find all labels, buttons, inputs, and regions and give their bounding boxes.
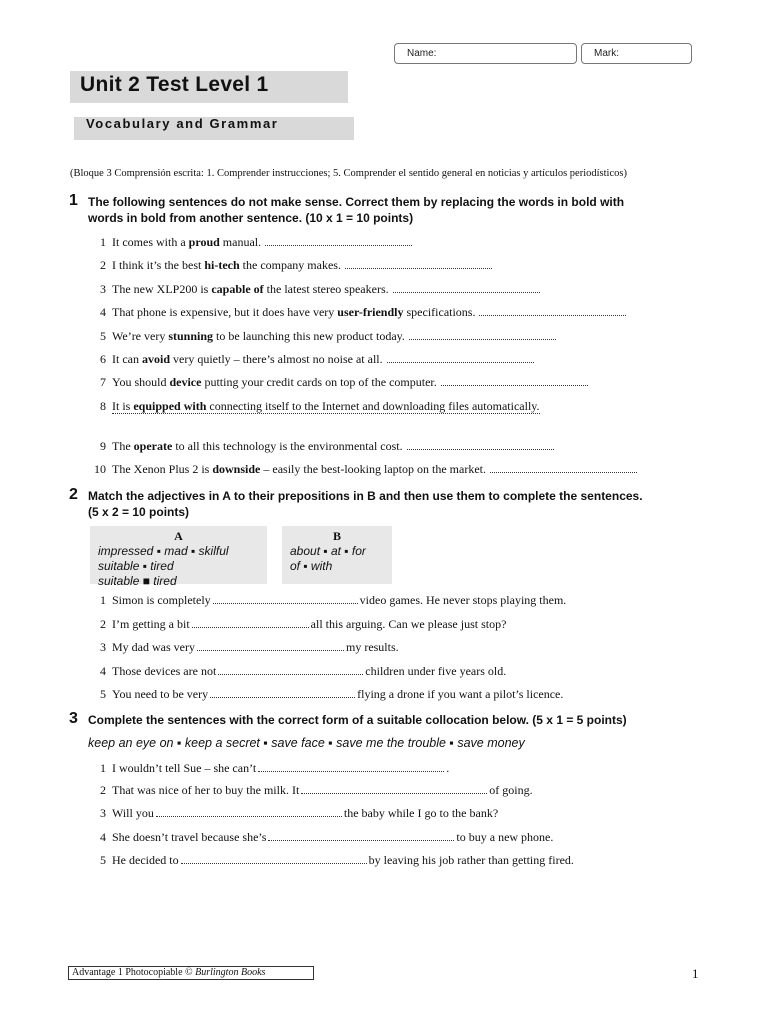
question-3-item — [80, 830, 700, 845]
section-subtitle: Vocabulary and Grammar — [86, 116, 279, 131]
item-text-after: video games. He never stops playing them. — [359, 593, 567, 607]
answer-blank[interactable] — [345, 259, 492, 269]
collocations-list: keep an eye on ▪ keep a secret ▪ save face ▪ save me the trouble ▪ save money — [88, 736, 525, 750]
item-number: 1 — [100, 761, 106, 775]
item-text-after: of going. — [489, 783, 533, 797]
item-text-before: I’m getting a bit — [112, 617, 190, 631]
box-a-line: suitable ■ tired — [98, 574, 177, 588]
box-b-heading: B — [332, 529, 341, 543]
item-text-after: to buy a new phone. — [456, 830, 554, 844]
question-1-line-2: words in bold from another sentence. (10 x 1 = 10 points) — [88, 211, 414, 225]
bold-word: equipped with — [133, 399, 207, 413]
item-text: It is equipped with connecting itself to the Internet and downloading files automatically. — [112, 399, 540, 413]
item-text: We’re very stunning to be launching this new product today. — [112, 329, 405, 343]
page-title: Unit 2 Test Level 1 — [80, 73, 269, 96]
answer-blank[interactable] — [192, 618, 309, 628]
curriculum-note: (Bloque 3 Comprensión escrita: 1. Comprender instrucciones; 5. Comprender el sentido general en noticias y artículos periodísticos) — [70, 168, 627, 179]
answer-blank[interactable] — [258, 762, 444, 772]
item-text-after: the baby while I go to the bank? — [343, 806, 499, 820]
question-1-number: 1 — [69, 192, 78, 209]
item-text-after: all this arguing. Can we please just stop? — [310, 617, 507, 631]
item-text-before: He decided to — [112, 853, 179, 867]
item-text-before: Will you — [112, 806, 154, 820]
answer-blank[interactable] — [387, 353, 534, 363]
item-number: 3 — [100, 282, 106, 296]
item-text: It can avoid very quietly – there’s almost no noise at all. — [112, 352, 383, 366]
item-number: 6 — [100, 352, 106, 366]
item-number: 1 — [100, 593, 106, 607]
item-text-before: My dad was very — [112, 640, 195, 654]
question-3-item — [80, 806, 700, 821]
box-b-line: of ▪ with — [290, 559, 333, 573]
answer-blank[interactable] — [218, 665, 363, 675]
bold-word: avoid — [141, 352, 170, 366]
item-number: 2 — [100, 617, 106, 631]
bold-word: proud — [188, 235, 220, 249]
question-2-number: 2 — [69, 486, 78, 503]
question-3-line-1: Complete the sentences with the correct form of a suitable collocation below. (5 x 1 = 5 points) — [88, 713, 627, 727]
box-b-line: about ▪ at ▪ for — [290, 544, 366, 558]
bold-word: stunning — [168, 329, 214, 343]
answer-blank[interactable] — [156, 807, 342, 817]
question-2-line-2: (5 x 2 = 10 points) — [88, 505, 190, 519]
item-number: 4 — [100, 830, 106, 844]
item-number: 2 — [100, 783, 106, 797]
item-text: That phone is expensive, but it does have very user-friendly specifications. — [112, 305, 476, 319]
item-number: 3 — [100, 806, 106, 820]
item-text-after: flying a drone if you want a pilot’s licence. — [357, 687, 564, 701]
answer-blank[interactable] — [268, 831, 454, 841]
question-2-item — [80, 640, 700, 655]
item-number: 2 — [100, 258, 106, 272]
mark-label: Mark: — [594, 48, 619, 59]
item-text: The operate to all this technology is the environmental cost. — [112, 439, 403, 453]
item-text: I think it’s the best hi-tech the company makes. — [112, 258, 341, 272]
answer-blank[interactable] — [181, 854, 367, 864]
question-1-line-1: The following sentences do not make sense. Correct them by replacing the words in bold with — [88, 195, 625, 209]
question-3-item — [80, 761, 700, 776]
bold-word: hi-tech — [204, 258, 240, 272]
question-3-item — [80, 783, 700, 798]
question-2-instructions — [88, 488, 688, 520]
footer-credit — [68, 966, 314, 980]
item-text: It comes with a proud manual. — [112, 235, 262, 249]
question-1-item — [80, 235, 700, 250]
answer-blank[interactable] — [197, 641, 344, 651]
question-1-item — [80, 258, 700, 273]
item-text-before: I wouldn’t tell Sue – she can’t — [112, 761, 257, 775]
item-number: 9 — [100, 439, 106, 453]
item-text-before: Those devices are not — [112, 664, 217, 678]
question-2-item — [80, 687, 700, 702]
mark-field[interactable] — [581, 43, 692, 64]
bold-word: capable of — [211, 282, 264, 296]
question-1-item — [80, 375, 700, 390]
answer-blank[interactable] — [213, 594, 358, 604]
item-number: 5 — [100, 853, 106, 867]
box-a-line: suitable ▪ tired — [98, 559, 174, 573]
question-1-item — [80, 352, 700, 367]
bold-word: device — [169, 375, 202, 389]
answer-blank[interactable] — [265, 236, 412, 246]
item-text-after: children under five years old. — [365, 664, 507, 678]
question-2-item — [80, 617, 700, 632]
answer-blank[interactable] — [210, 688, 355, 698]
item-number: 7 — [100, 375, 106, 389]
question-3-instructions — [88, 712, 688, 728]
item-number: 8 — [100, 399, 106, 413]
item-number: 5 — [100, 687, 106, 701]
answer-blank[interactable] — [441, 376, 588, 386]
answer-blank[interactable] — [409, 330, 556, 340]
footer-text: Advantage 1 Photocopiable © — [72, 967, 196, 978]
item-text-after: . — [446, 761, 450, 775]
question-1-instructions — [88, 194, 688, 226]
answer-blank[interactable] — [407, 440, 554, 450]
item-text-before: That was nice of her to buy the milk. It — [112, 783, 300, 797]
answer-blank[interactable] — [393, 283, 540, 293]
answer-blank[interactable] — [479, 306, 626, 316]
item-number: 3 — [100, 640, 106, 654]
name-label: Name: — [407, 48, 437, 59]
question-2-item — [80, 593, 700, 608]
question-1-item — [80, 305, 700, 320]
bold-word: user-friendly — [337, 305, 404, 319]
item-text-after: my results. — [345, 640, 399, 654]
question-3-number: 3 — [69, 710, 78, 727]
question-2-line-1: Match the adjectives in A to their prepositions in B and then use them to complete the sentences. — [88, 489, 643, 503]
subtitle-divider — [70, 117, 74, 140]
question-3-item — [80, 853, 700, 868]
question-1-item — [80, 282, 700, 297]
bold-word: operate — [133, 439, 173, 453]
box-a-line: impressed ▪ mad ▪ skilful — [98, 544, 229, 558]
question-2-item — [80, 664, 700, 679]
item-text: The Xenon Plus 2 is downside – easily the best-looking laptop on the market. — [112, 462, 486, 476]
item-text-before: She doesn’t travel because she’s — [112, 830, 267, 844]
footer-brand: Burlington Books — [195, 967, 266, 978]
item-number: 4 — [100, 664, 106, 678]
item-number: 4 — [100, 305, 106, 319]
answer-blank[interactable] — [490, 463, 637, 473]
item-text-before: You need to be very — [112, 687, 209, 701]
item-text-after: by leaving his job rather than getting fired. — [368, 853, 574, 867]
question-1-item — [80, 329, 700, 344]
item-text: The new XLP200 is capable of the latest stereo speakers. — [112, 282, 389, 296]
box-a-heading: A — [174, 529, 183, 543]
page-number: 1 — [692, 966, 699, 981]
bold-word: downside — [212, 462, 261, 476]
item-number: 1 — [100, 235, 106, 249]
item-text: You should device putting your credit cards on top of the computer. — [112, 375, 437, 389]
item-number: 5 — [100, 329, 106, 343]
item-text-before: Simon is completely — [112, 593, 211, 607]
name-field[interactable] — [394, 43, 577, 64]
question-1-item — [80, 439, 700, 454]
adjectives-box-a — [90, 526, 267, 588]
question-1-item — [80, 462, 700, 477]
item-number: 10 — [94, 462, 106, 476]
answer-blank[interactable] — [301, 784, 487, 794]
question-1-item — [80, 399, 700, 414]
prepositions-box-b — [282, 526, 392, 584]
